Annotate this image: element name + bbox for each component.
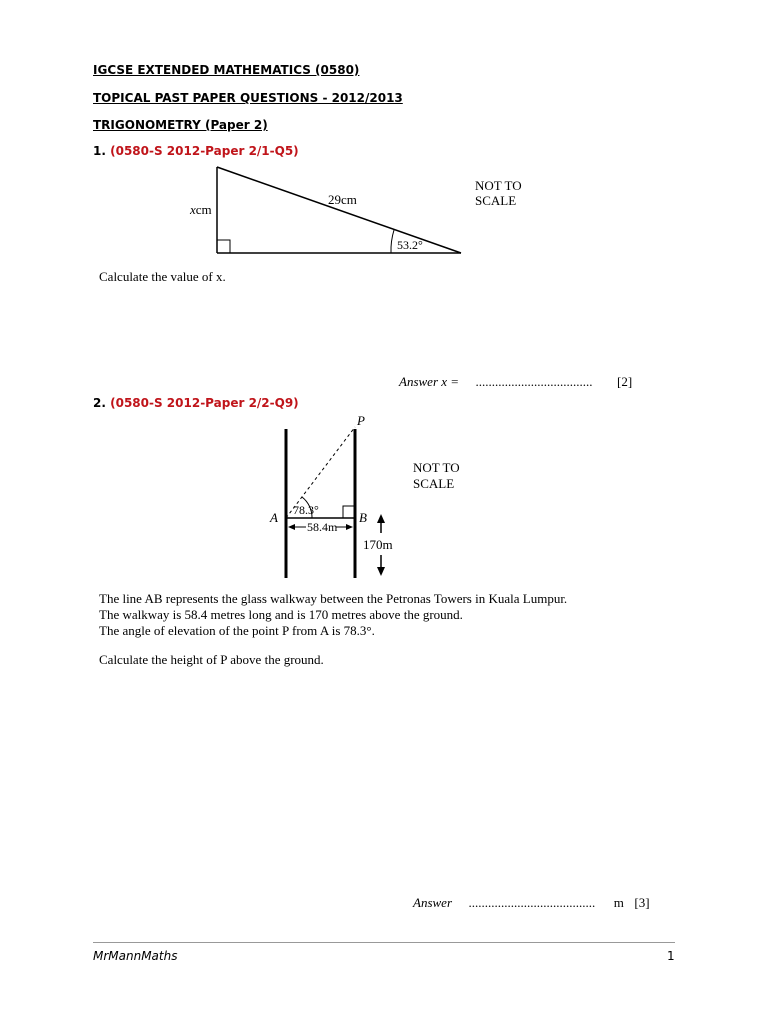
footer-brand: MrMannMaths (93, 949, 178, 963)
answer-label-2: Answer (413, 895, 452, 910)
not-to-scale-note-1a: NOT TO (475, 178, 522, 193)
height-arrowhead-down (377, 567, 385, 576)
answer-dots-2: ....................................... (468, 895, 596, 910)
not-to-scale-note-2b: SCALE (413, 476, 455, 491)
question-2-answer-line (413, 895, 650, 911)
collection-title: TOPICAL PAST PAPER QUESTIONS - 2012/2013 (93, 91, 403, 105)
answer-unit-2: m (613, 895, 624, 910)
point-a-label: A (270, 510, 278, 525)
walkway-height-label: 170m (363, 537, 393, 552)
question-2-text (99, 591, 567, 639)
angle-label-78: 78.3° (293, 503, 319, 517)
course-title: IGCSE EXTENDED MATHEMATICS (0580) (93, 63, 360, 77)
question-2-line-1: The line AB represents the glass walkway between the Petronas Towers in Kuala Lumpur. (99, 591, 568, 606)
not-to-scale-note-2a: NOT TO (413, 460, 460, 475)
question-1-marks: [2] (617, 374, 633, 389)
question-2-number: 2. (93, 396, 106, 410)
point-b-label: B (359, 510, 367, 525)
question-2-marks: [3] (634, 895, 650, 910)
height-arrowhead-up (377, 514, 385, 523)
angle-label-53: 53.2° (397, 238, 423, 252)
point-p-label: P (357, 413, 365, 428)
answer-dots: .................................... (475, 374, 593, 389)
question-2-heading (93, 396, 299, 410)
hypotenuse-label: 29cm (328, 192, 357, 207)
footer-divider (93, 942, 675, 943)
not-to-scale-note-1b: SCALE (475, 193, 517, 208)
page-number: 1 (667, 949, 675, 963)
walkway-length-label: 58.4m (307, 520, 338, 534)
side-label-x: xcm (190, 202, 212, 217)
question-1-prompt: Calculate the value of x. (99, 269, 226, 284)
question-2-line-2: The walkway is 58.4 metres long and is 170 metres above the ground. (99, 607, 463, 622)
answer-label: Answer x = (399, 374, 460, 389)
question-1-number: 1. (93, 144, 106, 158)
width-arrowhead-left (288, 524, 295, 530)
width-arrowhead-right (346, 524, 353, 530)
right-angle-marker (217, 240, 230, 253)
question-2-reference: (0580-S 2012-Paper 2/2-Q9) (110, 396, 299, 410)
topic-title: TRIGONOMETRY (Paper 2) (93, 118, 268, 132)
right-angle-marker-b (343, 506, 355, 518)
question-2-line-3: The angle of elevation of the point P from A is 78.3°. (99, 623, 375, 638)
question-2-prompt: Calculate the height of P above the ground. (99, 652, 324, 667)
question-1-answer-line (399, 374, 632, 390)
angle-arc (391, 230, 394, 253)
triangle-hypotenuse (217, 167, 461, 253)
triangle-figure (217, 167, 461, 253)
question-1-reference: (0580-S 2012-Paper 2/1-Q5) (110, 144, 299, 158)
